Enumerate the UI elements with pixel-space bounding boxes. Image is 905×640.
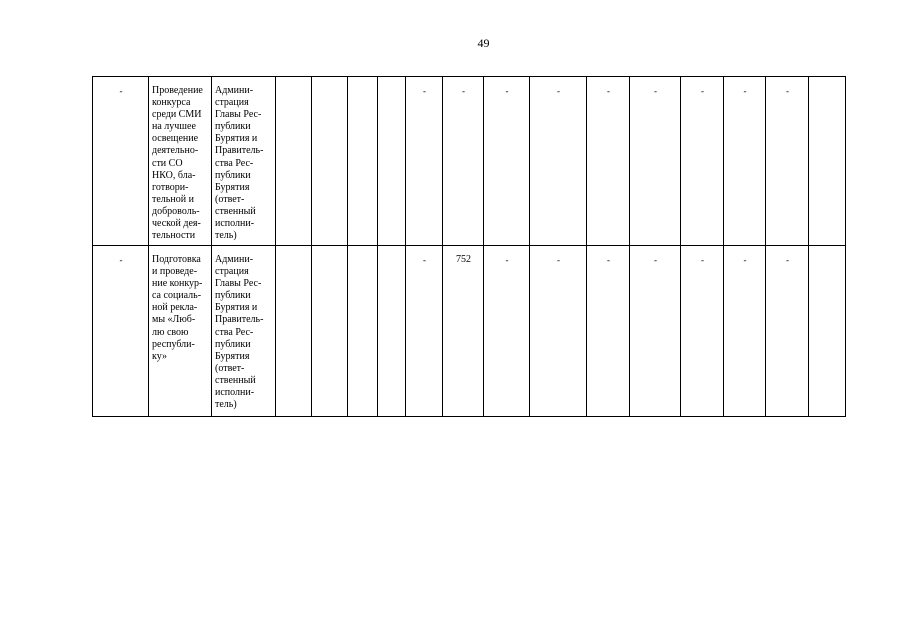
- value-cell: [809, 246, 846, 417]
- event-line: готвори-: [152, 181, 189, 193]
- event-line: конкурса: [152, 97, 191, 109]
- value-cell: -: [681, 246, 724, 417]
- executor-line: страция: [215, 266, 249, 278]
- executor-line: Главы Рес-: [215, 109, 262, 121]
- executor-cell: [212, 77, 276, 246]
- value-cell: [276, 246, 312, 417]
- executor-line: Бурятия: [215, 350, 250, 362]
- value-cell: -: [630, 77, 681, 246]
- executor-line: ственный: [215, 205, 256, 217]
- event-line: Подготовка: [152, 254, 201, 265]
- value-cell: [312, 77, 348, 246]
- event-line: лю свою: [152, 326, 189, 338]
- event-line: сти СО: [152, 157, 183, 169]
- executor-line: ственный: [215, 374, 256, 386]
- event-line: республи-: [152, 338, 195, 350]
- value-cell: [348, 246, 378, 417]
- event-line: деятельно-: [152, 145, 199, 157]
- value-cell: [348, 77, 378, 246]
- event-name-cell: [149, 77, 212, 246]
- event-line: ние конкур-: [152, 278, 203, 290]
- event-line: ку»: [152, 350, 167, 362]
- event-line: тельной и: [152, 193, 194, 205]
- executor-line: страция: [215, 97, 249, 109]
- executor-line: тель): [215, 399, 237, 411]
- event-line: доброволь-: [152, 205, 200, 217]
- executor-line: исполни-: [215, 387, 255, 399]
- executor-line: Бурятия: [215, 181, 250, 193]
- page-number: 49: [477, 36, 490, 50]
- value-cell: [809, 77, 846, 246]
- executor-line: ства Рес-: [215, 157, 254, 169]
- value-cell: [276, 77, 312, 246]
- value-cell: -: [587, 246, 630, 417]
- value-cell: -: [530, 77, 587, 246]
- row-marker: -: [93, 246, 149, 417]
- value-cell: -: [587, 77, 630, 246]
- value-cell: [312, 246, 348, 417]
- event-line: Проведение: [152, 85, 203, 96]
- executor-line: Бурятия и: [215, 133, 258, 145]
- executor-line: Бурятия и: [215, 302, 258, 314]
- event-line: тельности: [152, 230, 196, 242]
- event-name-cell: [149, 246, 212, 417]
- event-line: среди СМИ: [152, 109, 202, 121]
- value-cell: -: [406, 77, 443, 246]
- executor-cell: [212, 246, 276, 417]
- event-line: ной рекла-: [152, 302, 198, 314]
- executor-line: ства Рес-: [215, 326, 254, 338]
- value-cell: -: [681, 77, 724, 246]
- table-row: [93, 246, 846, 417]
- value-cell: -: [530, 246, 587, 417]
- event-line: НКО, бла-: [152, 169, 196, 181]
- row-marker: -: [93, 77, 149, 246]
- executor-line: публики: [215, 121, 251, 133]
- executor-line: (ответ-: [215, 193, 245, 205]
- executor-line: Главы Рес-: [215, 278, 262, 290]
- executor-line: Правитель-: [215, 145, 264, 157]
- executor-line: Админи-: [215, 254, 254, 265]
- table-row: [93, 77, 846, 246]
- value-cell: -: [766, 77, 809, 246]
- value-cell: -: [766, 246, 809, 417]
- executor-line: публики: [215, 338, 251, 350]
- value-cell: 752: [443, 246, 484, 417]
- executor-line: публики: [215, 169, 251, 181]
- executor-line: Правитель-: [215, 314, 264, 326]
- event-line: са социаль-: [152, 290, 202, 302]
- event-line: и проведе-: [152, 266, 198, 278]
- executor-line: тель): [215, 230, 237, 242]
- event-line: ческой дея-: [152, 218, 201, 230]
- event-line: освещение: [152, 133, 199, 145]
- budget-table: [92, 76, 846, 417]
- executor-line: исполни-: [215, 218, 255, 230]
- event-line: мы «Люб-: [152, 314, 196, 326]
- value-cell: -: [724, 77, 766, 246]
- value-cell: -: [443, 77, 484, 246]
- event-line: на лучшее: [152, 121, 196, 133]
- executor-line: (ответ-: [215, 362, 245, 374]
- value-cell: -: [406, 246, 443, 417]
- value-cell: [378, 246, 406, 417]
- executor-line: публики: [215, 290, 251, 302]
- value-cell: -: [484, 77, 530, 246]
- value-cell: -: [630, 246, 681, 417]
- value-cell: -: [484, 246, 530, 417]
- executor-line: Админи-: [215, 85, 254, 96]
- value-cell: [378, 77, 406, 246]
- value-cell: -: [724, 246, 766, 417]
